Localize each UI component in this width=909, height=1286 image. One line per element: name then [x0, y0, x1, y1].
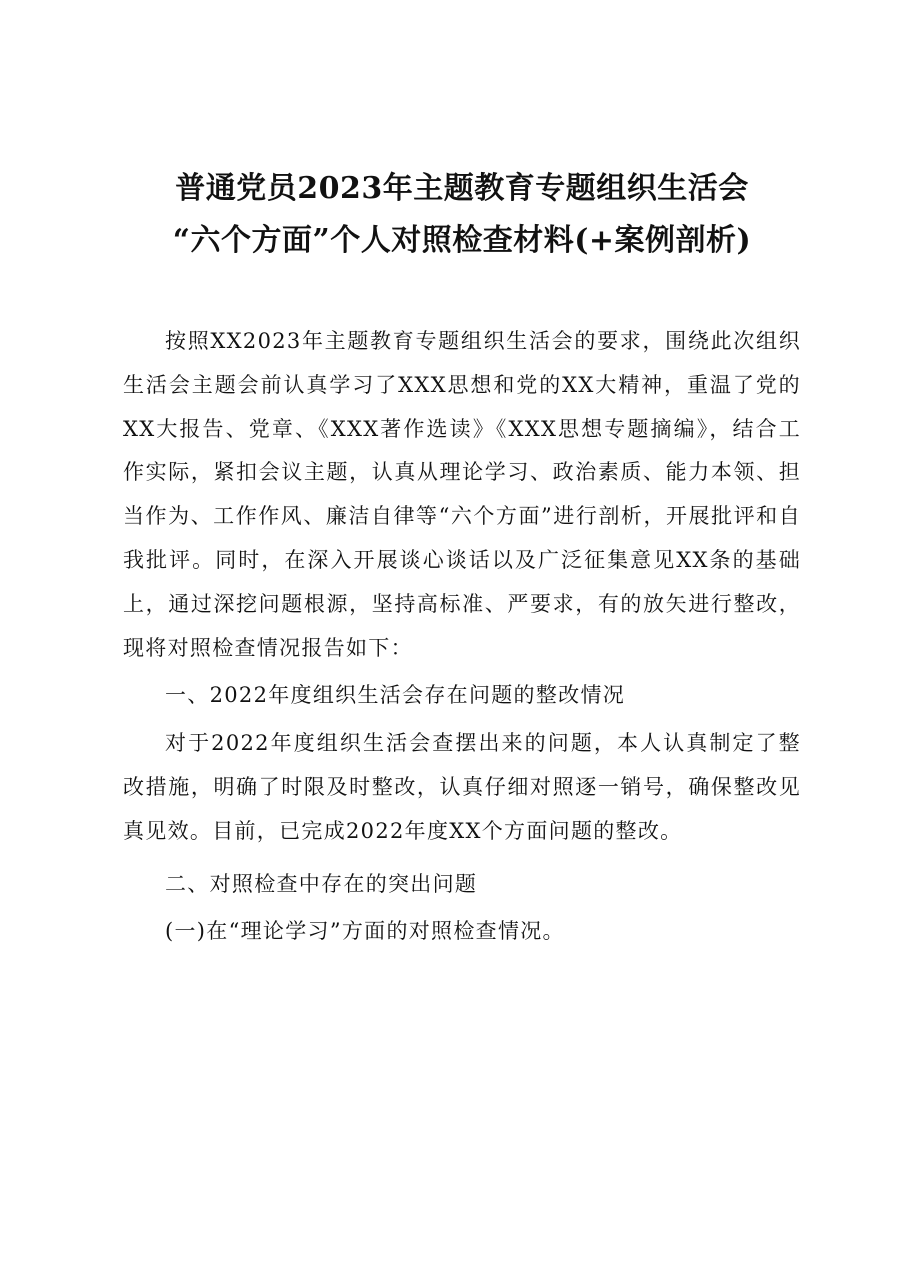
document-title [123, 163, 801, 267]
intro-paragraph: 按照XX2023年主题教育专题组织生活会的要求，围绕此次组织生活会主题会前认真学习了XXX思想和党的XX大精神，重温了党的XX大报告、党章、《XXX著作选读》《XXX思想专题摘编》，结合工作实际，紧扣会议主题，认真从理论学习、政治素质、能力本领、担当作为、工作作风、廉洁自律等“六个方面”进行剖析，开展批评和自我批评。同时，在深入开展谈心谈话以及广泛征集意见XX条的基础上，通过深挖问题根源，坚持高标准、严要求，有的放矢进行整改，现将对照检查情况报告如下： [123, 329, 801, 660]
section-1-paragraph: 对于2022年度组织生活会查摆出来的问题，本人认真制定了整改措施，明确了时限及时整改，认真仔细对照逐一销号，确保整改见真见效。目前，已完成2022年度XX个方面问题的整改。 [123, 731, 801, 843]
document-title-line-1: 普通党员2023年主题教育专题组织生活会 [175, 171, 749, 206]
paragraph-spacer [123, 854, 801, 863]
document-title-line-2: “六个方面”个人对照检查材料(+案例剖析) [172, 223, 752, 258]
section-1-heading: 一、2022年度组织生活会存在问题的整改情况 [165, 683, 626, 708]
document-body [123, 320, 801, 954]
subsection-1-heading: (一)在“理论学习”方面的对照检查情况。 [165, 919, 565, 944]
section-2-heading: 二、对照检查中存在的突出问题 [165, 871, 478, 896]
